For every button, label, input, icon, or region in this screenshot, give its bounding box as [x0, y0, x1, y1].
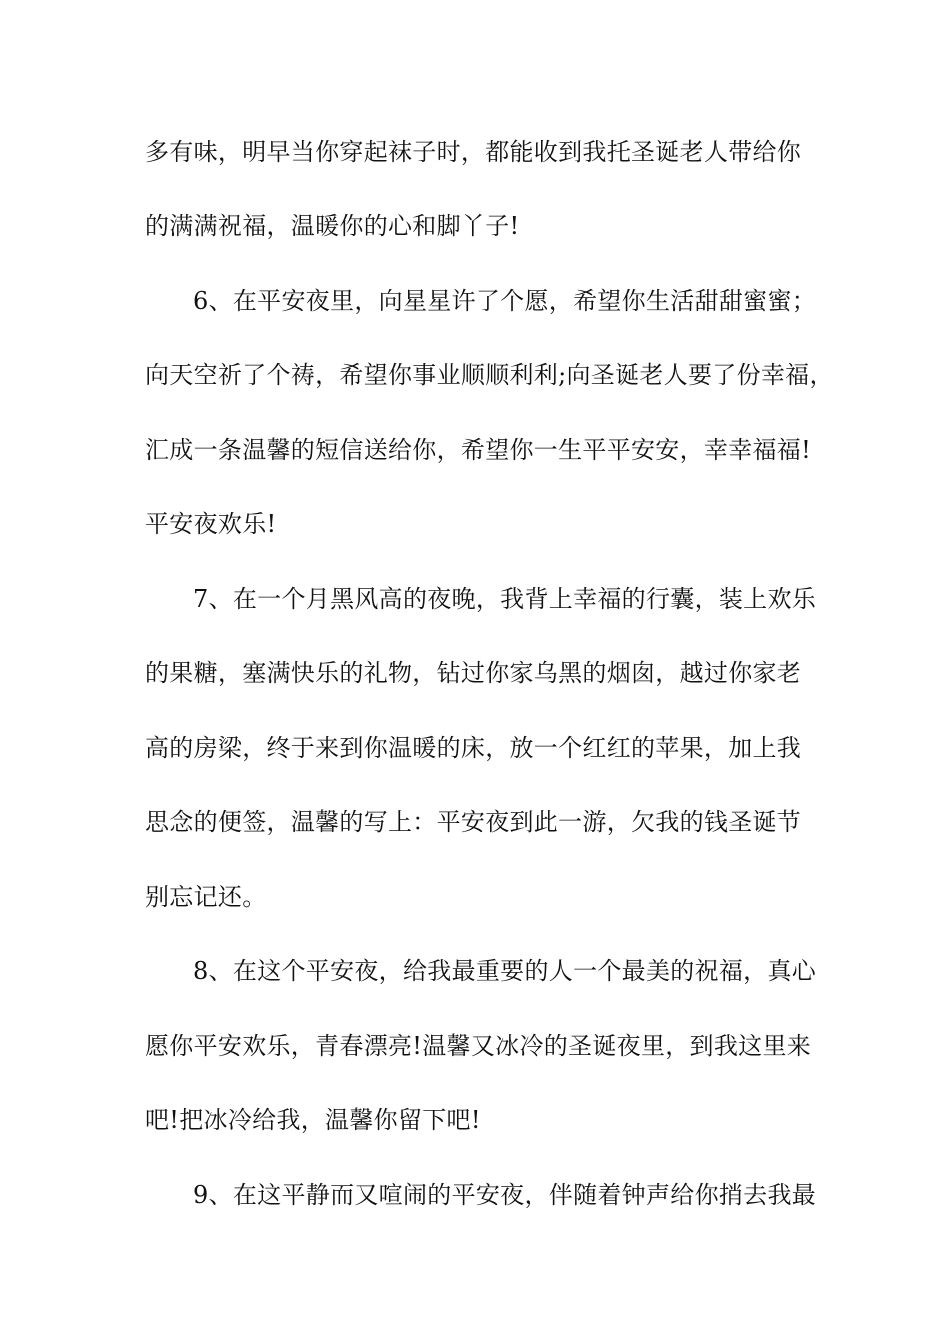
paragraph-start-6: 6、在平安夜里，向星星许了个愿，希望你生活甜甜蜜蜜；	[193, 287, 817, 315]
paragraph-start-7: 7、在一个月黑风高的夜晚，我背上幸福的行囊，装上欢乐	[193, 585, 817, 613]
text-line: 思念的便签，温馨的写上：平安夜到此一游，欠我的钱圣诞节	[145, 808, 802, 836]
text-line: 的果糖，塞满快乐的礼物，钻过你家乌黑的烟囱，越过你家老	[145, 659, 802, 687]
text-line: 高的房梁，终于来到你温暖的床，放一个红红的苹果，加上我	[145, 734, 802, 762]
paragraph-start-8: 8、在这个平安夜，给我最重要的人一个最美的祝福，真心	[193, 957, 817, 985]
text-line: 向天空祈了个祷，希望你事业顺顺利利;向圣诞老人要了份幸福，	[145, 361, 834, 389]
text-line: 别忘记还。	[145, 883, 267, 911]
text-line: 的满满祝福，温暖你的心和脚丫子!	[145, 212, 520, 240]
text-line: 多有味，明早当你穿起袜子时，都能收到我托圣诞老人带给你	[145, 138, 802, 166]
text-line: 愿你平安欢乐，青春漂亮!温馨又冰冷的圣诞夜里，到我这里来	[145, 1032, 812, 1060]
text-line: 平安夜欢乐!	[145, 510, 277, 538]
text-line: 汇成一条温馨的短信送给你，希望你一生平平安安，幸幸福福!	[145, 436, 812, 464]
text-line: 吧!把冰冷给我，温馨你留下吧!	[145, 1106, 481, 1134]
paragraph-start-9: 9、在这平静而又喧闹的平安夜，伴随着钟声给你捎去我最	[193, 1181, 817, 1209]
